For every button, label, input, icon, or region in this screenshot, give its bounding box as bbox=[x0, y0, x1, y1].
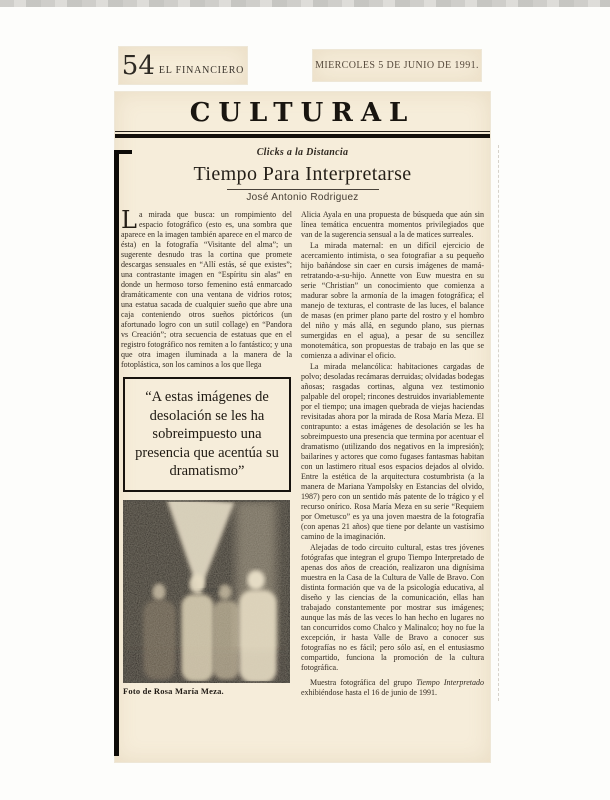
paragraph: Alicia Ayala en una propuesta de búsqueda que aún sin línea temática encuentra momentos privilegiados que van de la sugerencia sensual a la de matices surreales. bbox=[301, 210, 484, 239]
paragraph: La mirada maternal: en un difícil ejercicio de acercamiento intimista, o sea fotografiar a su pequeño hijo bañándose sin caer en cursis imágenes de mamá-retratando-a-su-hijo. Annette von Euw muestra en su serie “Christian” un conocimiento que comienza a madurar sobre la armonía de la imagen fotográfica; el manejo de texturas, el contraste de las luces, el balance de masas (en primer plano parte del rostro y el hombro del niño y más allá, en segundo plano, sus piernas sumergidas en el agua), a pesar de su sencillez monotemática, son propuestas de trabajo en las que se comienza a adivinar el oficio. bbox=[301, 241, 484, 360]
article-column-left bbox=[121, 206, 292, 698]
end-note-pre: Muestra fotográfica del grupo bbox=[310, 678, 417, 687]
page-number: 54 bbox=[121, 50, 155, 81]
article-byline: José Antonio Rodriguez bbox=[246, 192, 359, 203]
drop-cap: L bbox=[121, 206, 137, 234]
banner-rule-thin bbox=[115, 131, 490, 132]
date-line: MIERCOLES 5 DE JUNIO DE 1991. bbox=[315, 60, 479, 71]
paragraph: La mirada melancólica: habitaciones cargadas de polvo; desoladas recámaras derruidas; olvidadas bodegas añosas; rasgadas cortinas, alguna vez testimonio palpable del oropel; rincones destruidos invariablemente por el tiempo; una imagen quebrada de viejas haciendas revisitadas ahora por la mirada de Rosa María Meza. El contrapunto: a estas imágenes de desolación se les ha sobreimpuesto una presencia que termina por acentuar el dramatismo (utilizando dos negativos en la impresión); bailarines y actores que como fugases fantasmas habitan con un lastimero ritual esos espacios dejados al olvido. Entre la estética de la arquitectura costumbrista (a la manera de Mariana Yampolsky en Estancias del olvido, 1987) pero con un sentido más patente de lo trágico y el recurso onírico. Rosa María Meza en su serie “Requiem por Ometusco” es ya una joven maestra de la fotografía (con apenas 21 años) que tiene por delante un vastísimo camino de la imaginación. bbox=[301, 362, 484, 541]
article-columns bbox=[115, 208, 490, 698]
banner-rule-thick bbox=[115, 134, 490, 138]
article-photo bbox=[123, 500, 290, 683]
end-note-group-name: Tiempo Interpretado bbox=[416, 678, 484, 687]
paragraph-lead-text: a mirada que busca: un rompimiento del espacio fotográfico (esto es, una sombra que aparece en la imagen también aparece en el marco de ésta) en la fotografía “Visitante del alma”; un sugerente desnudo tras la cortina que promete descargas sensuales en “Allí estás, sé que existes”; una contrastante imagen en “Espíritu sin alas” en donde un hermoso torso femenino está enmarcado dramáticamente con una ventana de vidrios rotos; una estatua sacada de cualquier sueño que abre una caja conteniendo otros sueños pictóricos (un afortunado logro con un sutil collage) en “Pandora vs Creación”; otra secuencia de estatuas que en el registro fotográfico nos remiten a lo fantástico; y una que otra imagen iluminada a la manera de la fotoplástica, son los caminos a los que llega bbox=[121, 210, 292, 369]
pull-quote: “A estas imágenes de desolación se les ha sobreimpuesto una presencia que acentúa su dramatismo” bbox=[123, 377, 291, 492]
column-rule-cap bbox=[114, 150, 132, 154]
folio-clipping bbox=[119, 47, 247, 84]
column-rule bbox=[114, 150, 119, 756]
paragraph-lead bbox=[121, 206, 292, 370]
scan-edge-artifact bbox=[0, 0, 610, 7]
article-kicker: Clicks a la Distancia bbox=[256, 147, 349, 158]
photo-caption: Foto de Rosa María Meza. bbox=[123, 685, 224, 696]
date-clipping bbox=[313, 50, 481, 81]
article-title: Tiempo Para Interpretarse bbox=[193, 163, 412, 185]
edge-crop-mark bbox=[498, 145, 499, 701]
title-rule bbox=[227, 189, 379, 190]
photo-illustration bbox=[123, 500, 290, 683]
end-note bbox=[301, 678, 484, 698]
masthead-name: EL FINANCIERO bbox=[158, 64, 245, 76]
article-column-right bbox=[301, 210, 484, 698]
paragraph: Alejadas de todo circuito cultural, estas tres jóvenes fotógrafas que integran el grupo Tiempo Interpretado de apenas dos años de creación, realizaron una dignísima muestra en la Casa de la Cultura de Valle de Bravo. Con distinta formación que va de la psicología educativa, al diseño y las ciencias de la comunicación, ellas han trabajado constantemente por mostrar sus imágenes; aunque las más de las veces lo han hecho en lugares no tan concurridos como Chalco y Malinalco; hoy no fue la excepción, ir hasta Valle de Bravo a conocer sus fotografías no es fácil; pero sólo así, en el entusiasmo compartido, funciona la promoción de la cultura fotográfica. bbox=[301, 543, 484, 672]
end-note-post: exhibiéndose hasta el 16 de junio de 1991. bbox=[301, 688, 437, 697]
article-clipping bbox=[115, 92, 490, 762]
section-banner: CULTURAL bbox=[189, 98, 416, 128]
